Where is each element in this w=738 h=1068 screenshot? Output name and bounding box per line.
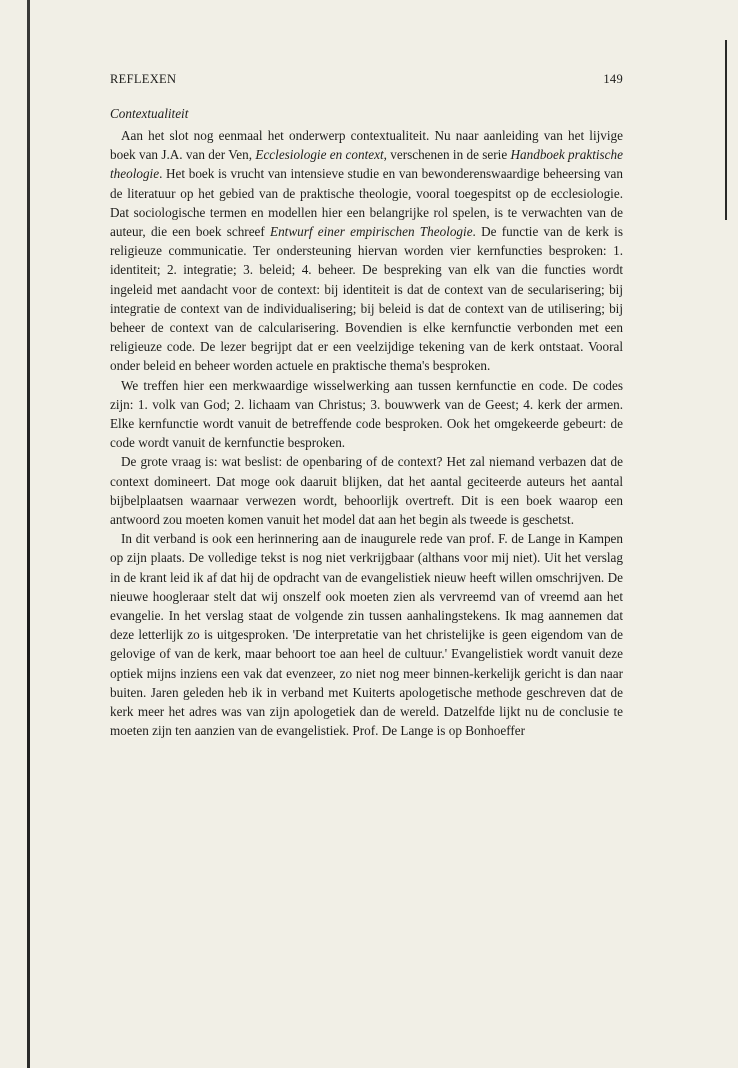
paragraph-4: In dit verband is ook een herinnering aan de inaugurele rede van prof. F. de Lange in Kampen op zijn plaats. De volledige tekst is nog niet verkrijgbaar (althans voor mij niet). Uit het verslag in de krant leid ik af dat hij de opdracht van de evangelistiek nieuw heeft willen omschrijven. De nieuwe hoogleraar stelt dat wij onszelf ook moeten zien als vervreemd van of vreemd aan het evangelie. In het verslag staat de volgende zin tussen aanhalingstekens. Ik mag aannemen dat deze letterlijk zo is uitgesproken. 'De interpretatie van het christelijke is geen eigendom van de gelovige of van de kerk, maar behoort toe aan heel de cultuur.' Evangelistiek wordt vanuit deze optiek mijns inziens een vak dat evenzeer, zo niet nog meer binnen-kerkelijk gericht is dan naar buiten. Jaren geleden heb ik in verband met Kuiterts apologetische methode geschreven dat de kerk meer het adres was van zijn apologetiek dan de wereld. Datzelfde lijkt nu de conclusie te moeten zijn ten aanzien van de evangelistiek. Prof. De Lange is op Bonhoeffer <box>110 531 623 739</box>
book-title-entwurf: Entwurf einer empirischen Theologie <box>270 224 473 240</box>
paragraph-2: We treffen hier een merkwaardige wisselwerking aan tussen kernfunctie en code. De codes zijn: 1. volk van God; 2. lichaam van Christus; 3. bouwwerk van de Geest; 4. kerk der armen. Elke kernfunctie wordt vanuit de betreffende code besproken. Ook het omgekeerde gebeurt: de code wordt vanuit de kernfunctie besproken. <box>110 377 623 451</box>
page-number: 149 <box>603 72 623 86</box>
book-title-ecclesiologie: Ecclesiologie en context <box>255 147 384 163</box>
document-page <box>110 72 623 741</box>
section-title: Contextualiteit <box>110 106 189 121</box>
page-binding-edge <box>27 0 30 1068</box>
page-edge-mark <box>725 40 727 220</box>
paragraph-3: De grote vraag is: wat beslist: de openbaring of de context? Het zal niemand verbazen dat de context domineert. Dat moge ook daaruit blijken, dat het aantal geciteerde auteurs het aantal bijbelplaatsen waarnaar verwezen wordt, behoorlijk overtreft. Dit is een boek waarop een antwoord zou moeten komen vanuit het model dat aan het begin als tweede is geschetst. <box>110 454 623 528</box>
running-head-title: REFLEXEN <box>110 72 177 86</box>
paragraph-1: Aan het slot nog eenmaal het onderwerp contextualiteit. Nu naar aanleiding van het lijvige boek van J.A. van der Ven, Ecclesiologie en context, verschenen in de serie Handboek praktische theologie. Het boek is vrucht van intensieve studie en van bewonderenswaardige beheersing van de literatuur op het gebied van de praktische theologie, vooral toegespitst op de ecclesiologie. Dat sociologische termen en modellen hier een belangrijke rol spelen, is te verwachten van de auteur, die een boek schreef Entwurf einer empirischen Theologie. De functie van de kerk is religieuze communicatie. Ter ondersteuning hiervan worden vier kernfuncties besproken: 1. identiteit; 2. integratie; 3. beleid; 4. beheer. De bespreking van elk van die functies wordt ingeleid met aandacht voor de context: bij identiteit is dat de context van de secularisering; bij integratie de context van de individualisering; bij beleid is dat de context van de utilisering; bij beheer de context van de calcularisering. Bovendien is elke kernfunctie verbonden met een religieuze code. De lezer begrijpt dat er een veelzijdige tekening van de kerk ontstaat. Vooral onder beleid en beheer worden actuele en praktische thema's besproken. <box>110 128 623 374</box>
running-head <box>110 72 623 90</box>
series-title: Handboek praktische theologie <box>110 147 623 182</box>
